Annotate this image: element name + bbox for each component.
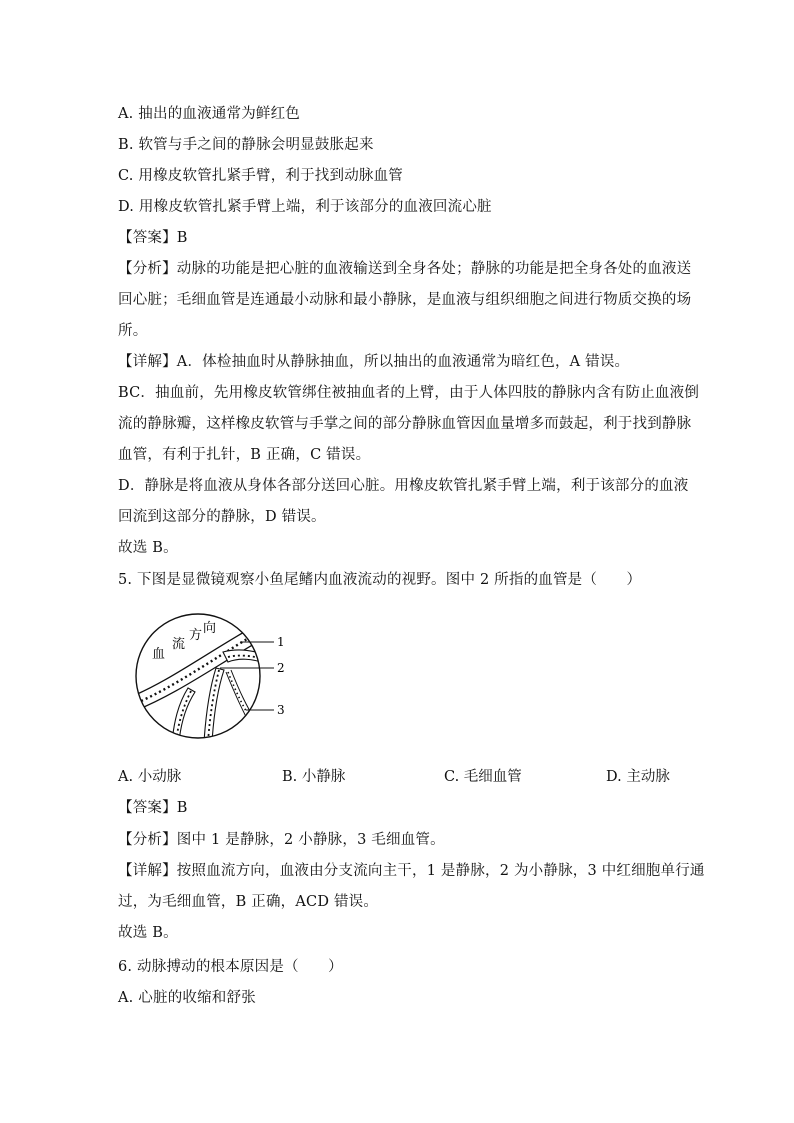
figure-number: 1 <box>277 635 285 649</box>
blood-flow-figure <box>128 612 298 740</box>
q5-conclusion: 故选 B。 <box>118 925 178 941</box>
q4-analysis-line: 所。 <box>118 323 148 339</box>
q5-analysis: 【分析】图中 1 是静脉，2 小静脉，3 毛细血管。 <box>118 832 445 848</box>
q6-stem: 6. 动脉搏动的根本原因是（ ） <box>118 959 343 975</box>
q5-option-b: B. 小静脉 <box>282 769 346 785</box>
q4-detail-line: D．静脉是将血液从身体各部分送回心脏。用橡皮软管扎紧手臂上端，利于该部分的血液 <box>118 478 689 494</box>
figure-number: 2 <box>277 661 285 675</box>
q6-option-a: A. 心脏的收缩和舒张 <box>118 990 256 1006</box>
q4-conclusion: 故选 B。 <box>118 540 178 556</box>
q5-option-a: A. 小动脉 <box>118 769 182 785</box>
q5-option-c: C. 毛细血管 <box>444 769 522 785</box>
q5-stem: 5. 下图是显微镜观察小鱼尾鳍内血液流动的视野。图中 2 所指的血管是（ ） <box>118 572 642 588</box>
q4-option-c: C. 用橡皮软管扎紧手臂，利于找到动脉血管 <box>118 168 403 184</box>
flow-label-char: 流 <box>172 637 186 652</box>
flow-label-char: 方 <box>189 628 203 643</box>
q4-detail-line: 【详解】A．体检抽血时从静脉抽血，所以抽出的血液通常为暗红色，A 错误。 <box>118 354 630 370</box>
q4-analysis-line: 【分析】动脉的功能是把心脏的血液输送到全身各处；静脉的功能是把全身各处的血液送 <box>118 261 692 277</box>
q4-option-b: B. 软管与手之间的静脉会明显鼓胀起来 <box>118 137 374 153</box>
q4-option-d: D. 用橡皮软管扎紧手臂上端，利于该部分的血液回流心脏 <box>118 199 492 215</box>
q5-option-d: D. 主动脉 <box>606 769 670 785</box>
q4-detail-line: BC．抽血前，先用橡皮软管绑住被抽血者的上臂，由于人体四肢的静脉内含有防止血液倒 <box>118 385 700 401</box>
flow-label-char: 向 <box>203 621 217 636</box>
q4-analysis-line: 回心脏；毛细血管是连通最小动脉和最小静脉，是血液与组织细胞之间进行物质交换的场 <box>118 292 692 308</box>
q4-detail-line: 回流到这部分的静脉，D 错误。 <box>118 509 326 525</box>
flow-label-char: 血 <box>152 647 166 662</box>
q5-detail-line: 过，为毛细血管，B 正确，ACD 错误。 <box>118 894 379 910</box>
q4-option-a: A. 抽出的血液通常为鲜红色 <box>118 106 300 122</box>
q4-answer: 【答案】B <box>118 230 188 246</box>
q4-detail-line: 流的静脉瓣，这样橡皮软管与手掌之间的部分静脉血管因血量增多而鼓起，利于找到静脉 <box>118 416 692 432</box>
q5-detail-line: 【详解】按照血流方向，血液由分支流向主干，1 是静脉，2 为小静脉，3 中红细胞单行通 <box>118 863 705 879</box>
q4-detail-line: 血管，有利于扎针，B 正确，C 错误。 <box>118 447 371 463</box>
figure-number: 3 <box>277 703 285 717</box>
q5-answer: 【答案】B <box>118 800 188 816</box>
